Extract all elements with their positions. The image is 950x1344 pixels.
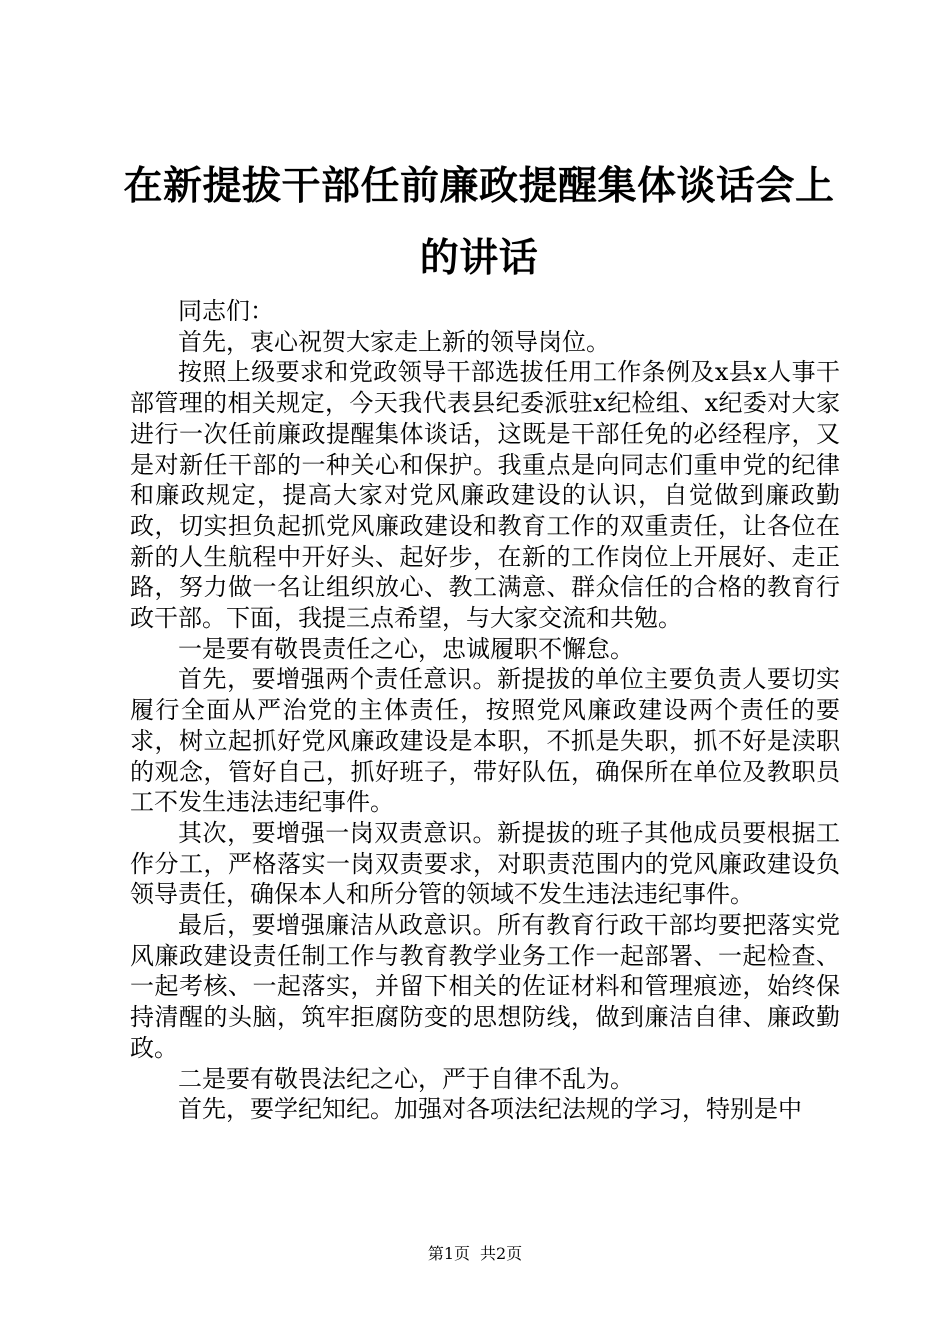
document-title: 在新提拔干部任前廉政提醒集体谈话会上的讲话 — [123, 163, 835, 281]
body-paragraph: 首先，要增强两个责任意识。新提拔的单位主要负责人要切实履行全面从严治党的主体责任，按照党风廉政建设两个责任的要求，树立起抓好党风廉政建设是本职，不抓是失职，抓不好是渎职的观念，管好自己，抓好班子，带好队伍，确保所在单位及教职员工不发生违法违纪事件。 — [130, 665, 840, 817]
section-heading: 一是要有敬畏责任之心，忠诚履职不懈怠。 — [178, 634, 634, 663]
body-paragraph: 按照上级要求和党政领导干部选拔任用工作条例及x县x人事干部管理的相关规定，今天我代表县纪委派驻x纪检组、x纪委对大家进行一次任前廉政提醒集体谈话，这既是干部任免的必经程序，又是对新任干部的一种关心和保护。我重点是向同志们重申党的纪律和廉政规定，提高大家对党风廉政建设的认识，自觉做到廉政勤政，切实担负起抓党风廉政建设和教育工作的双重责任，让各位在新的人生航程中开好头、起好步，在新的工作岗位上开展好、走正路，努力做一名让组织放心、教工满意、群众信任的合格的教育行政干部。下面，我提三点希望，与大家交流和共勉。 — [130, 358, 840, 633]
body-paragraph: 首先，要学纪知纪。加强对各项法纪法规的学习，特别是中 — [178, 1095, 802, 1124]
salutation-paragraph: 同志们： — [178, 297, 274, 325]
section-heading: 二是要有敬畏法纪之心，严于自律不乱为。 — [178, 1064, 634, 1093]
page-number-total: 共2页 — [480, 1244, 523, 1263]
page-footer — [0, 1243, 950, 1265]
document-body — [130, 296, 840, 1125]
page-number-current: 第1页 — [427, 1244, 470, 1263]
body-paragraph: 其次，要增强一岗双责意识。新提拔的班子其他成员要根据工作分工，严格落实一岗双责要求，对职责范围内的党风廉政建设负领导责任，确保本人和所分管的领域不发生违法违纪事件。 — [130, 818, 840, 909]
body-paragraph: 最后，要增强廉洁从政意识。所有教育行政干部均要把落实党风廉政建设责任制工作与教育教学业务工作一起部署、一起检查、一起考核、一起落实，并留下相关的佐证材料和管理痕迹，始终保持清醒的头脑，筑牢拒腐防变的思想防线，做到廉洁自律、廉政勤政。 — [130, 911, 840, 1062]
body-paragraph: 首先，衷心祝贺大家走上新的领导岗位。 — [178, 327, 610, 356]
